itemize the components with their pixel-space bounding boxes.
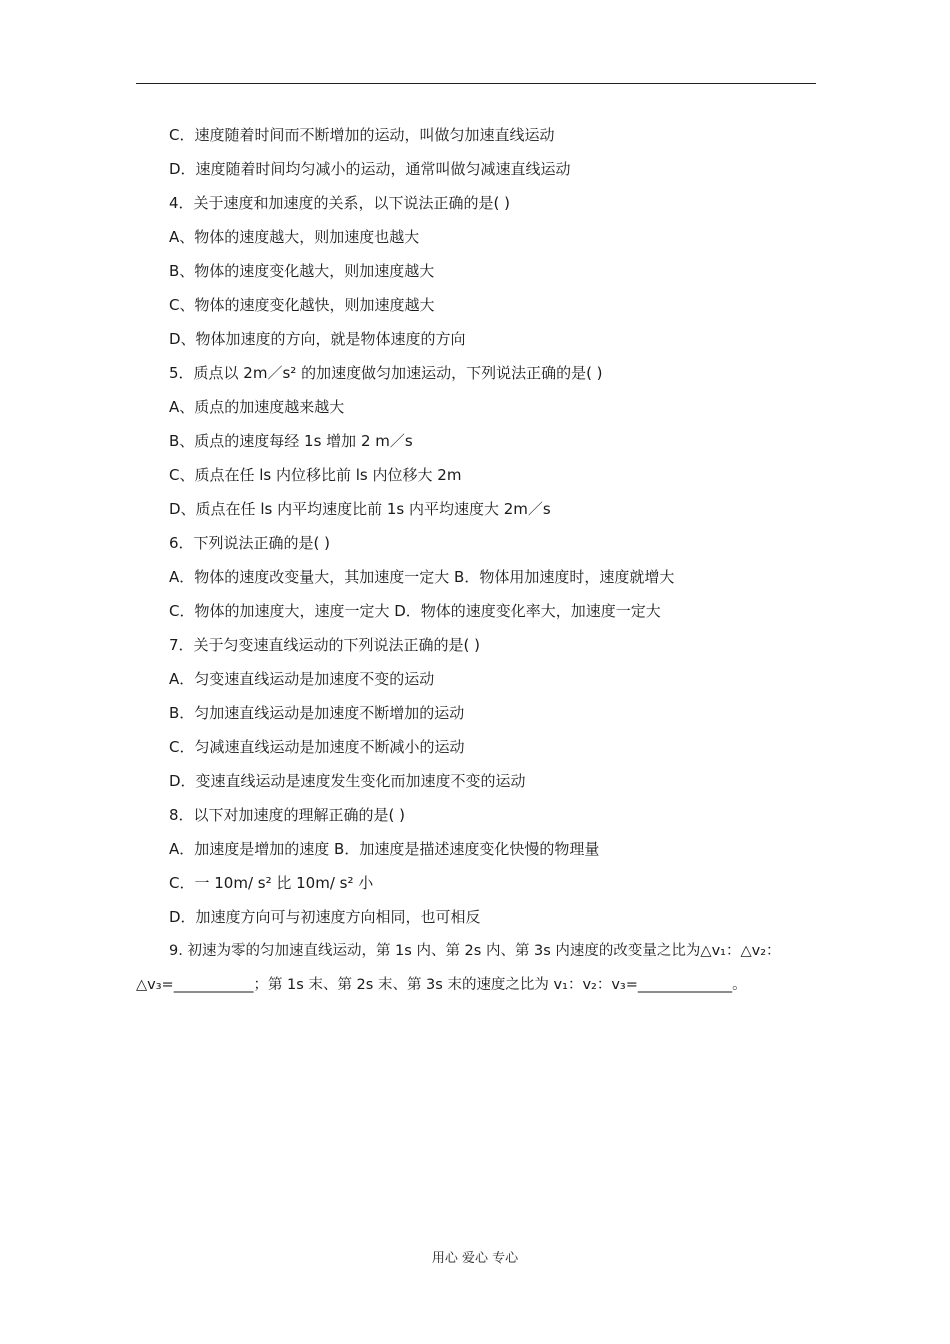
text-line: D、物体加速度的方向，就是物体速度的方向: [169, 330, 466, 348]
text-line: B、质点的速度每经 1s 增加 2 m／s: [169, 432, 413, 450]
question-4: 4．关于速度和加速度的关系，以下说法正确的是( ): [169, 194, 511, 212]
text-line: A、物体的速度越大，则加速度也越大: [169, 228, 420, 246]
question-5: 5．质点以 2m／s² 的加速度做匀加速运动，下列说法正确的是( ): [169, 364, 603, 382]
page-footer: 用心 爱心 专心: [431, 1251, 519, 1266]
header-rule: [136, 83, 816, 84]
question-6: 6．下列说法正确的是( ): [169, 534, 331, 552]
text-line: C．速度随着时间而不断增加的运动，叫做匀加速直线运动: [169, 126, 555, 144]
text-line: B、物体的速度变化越大，则加速度越大: [169, 262, 435, 280]
text-line: B．匀加速直线运动是加速度不断增加的运动: [169, 704, 465, 722]
text-line: D、质点在任 ls 内平均速度比前 1s 内平均速度大 2m／s: [169, 500, 551, 518]
question-8: 8．以下对加速度的理解正确的是( ): [169, 806, 406, 824]
question-9-line1: 9. 初速为零的匀加速直线运动，第 1s 内、第 2s 内、第 3s 内速度的改变量之比为△v₁：△v₂：: [169, 943, 781, 959]
question-7: 7．关于匀变速直线运动的下列说法正确的是( ): [169, 636, 481, 654]
text-line: A．匀变速直线运动是加速度不变的运动: [169, 670, 435, 688]
text-line: D．加速度方向可与初速度方向相同，也可相反: [169, 908, 481, 926]
text-line: C．一 10m/ s² 比 10m/ s² 小: [169, 874, 374, 892]
question-body: [136, 118, 816, 1002]
question-9-line2: △v₃=___________；第 1s 末、第 2s 末、第 3s 末的速度之比为 v₁：v₂：v₃=_____________。: [136, 977, 747, 993]
text-line: A．物体的速度改变量大，其加速度一定大 B．物体用加速度时，速度就增大: [169, 568, 675, 586]
text-line: C、质点在任 ls 内位移比前 ls 内位移大 2m: [169, 466, 462, 484]
text-line: C．匀减速直线运动是加速度不断减小的运动: [169, 738, 465, 756]
text-line: A、质点的加速度越来越大: [169, 398, 345, 416]
text-line: D．速度随着时间均匀减小的运动，通常叫做匀减速直线运动: [169, 160, 571, 178]
text-line: C、物体的速度变化越快，则加速度越大: [169, 296, 435, 314]
text-line: C．物体的加速度大，速度一定大 D．物体的速度变化率大，加速度一定大: [169, 602, 661, 620]
text-line: A．加速度是增加的速度 B．加速度是描述速度变化快慢的物理量: [169, 840, 600, 858]
text-line: D．变速直线运动是速度发生变化而加速度不变的运动: [169, 772, 526, 790]
